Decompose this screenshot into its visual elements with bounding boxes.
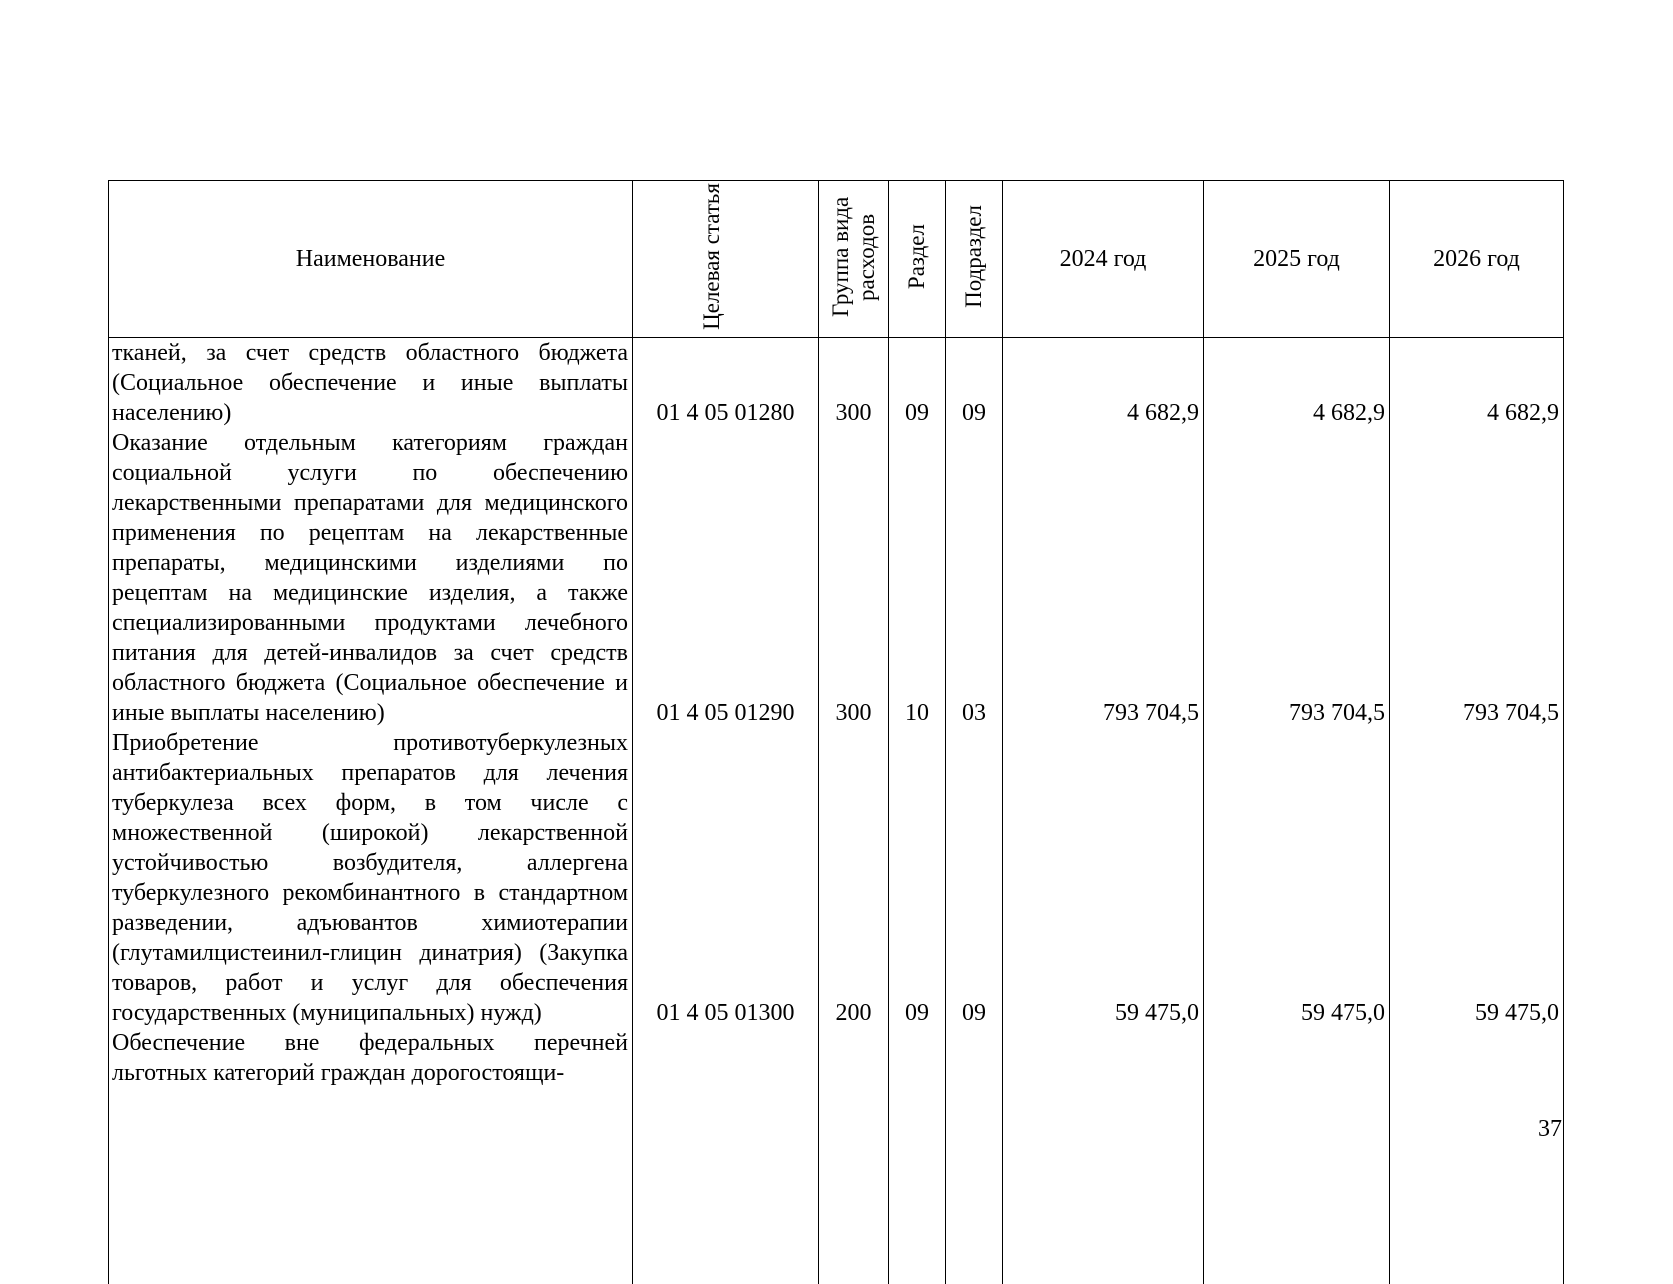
header-section: Раздел <box>889 181 946 338</box>
row-expense-group: 300 <box>819 698 888 728</box>
row-value-2026: 4 682,9 <box>1390 398 1563 428</box>
row-expense-group: 300 <box>819 398 888 428</box>
row-target-article: 01 4 05 01290 <box>633 698 818 728</box>
page-number: 37 <box>1538 1116 1562 1143</box>
row-name: Обеспечение вне федеральных перечней льготных категорий граждан дорогостоящи- <box>112 1028 628 1112</box>
row-value-2026: 59 475,0 <box>1390 998 1563 1028</box>
row-value-2025: 4 682,9 <box>1204 398 1389 428</box>
row-section: 09 <box>889 998 945 1028</box>
header-2026: 2026 год <box>1390 181 1564 338</box>
header-name: Наименование <box>109 181 633 338</box>
row-section: 09 <box>889 398 945 428</box>
target-article-column <box>633 338 819 1284</box>
row-section: 10 <box>889 698 945 728</box>
header-expense-group: Группа вида расходов <box>819 181 889 338</box>
name-column <box>109 338 633 1284</box>
year-2025-column <box>1204 338 1390 1284</box>
row-value-2026: 793 704,5 <box>1390 698 1563 728</box>
row-target-article: 01 4 05 01300 <box>633 998 818 1028</box>
row-value-2024: 59 475,0 <box>1003 998 1203 1028</box>
table-body-row <box>109 338 1564 1284</box>
row-value-2025: 793 704,5 <box>1204 698 1389 728</box>
row-name: Приобретение противотуберкулезных антибактериальных препаратов для лечения туберкулеза всех форм, в том числе с множественной (широкой) лекарственной устойчивостью возбудителя, аллергена туберкулезного рекомбинантного в стандартном разведении, адъювантов химиотерапии (глутамилцистеинил-глицин динатрия) (Закупка товаров, работ и услуг для обеспечения государственных (муниципальных) нужд) <box>112 728 628 1028</box>
subsection-column <box>946 338 1003 1284</box>
row-subsection: 09 <box>946 398 1002 428</box>
row-subsection: 03 <box>946 698 1002 728</box>
row-value-2025: 59 475,0 <box>1204 998 1389 1028</box>
row-name: Оказание отдельным категориям граждан социальной услуги по обеспечению лекарственными препаратами для медицинского применения по рецептам на лекарственные препараты, медицинскими изделиями по рецептам на медицинские изделия, а также специализированными продуктами лечебного питания для детей-инвалидов за счет средств областного бюджета (Социальное обеспечение и иные выплаты населению) <box>112 428 628 728</box>
row-subsection: 09 <box>946 998 1002 1028</box>
header-2025: 2025 год <box>1204 181 1390 338</box>
header-2024: 2024 год <box>1003 181 1204 338</box>
header-subsection: Подраздел <box>946 181 1003 338</box>
row-name: тканей, за счет средств областного бюджета (Социальное обеспечение и иные выплаты населению) <box>112 338 628 428</box>
row-value-2024: 793 704,5 <box>1003 698 1203 728</box>
header-target-article: Целевая статья <box>633 181 819 338</box>
year-2024-column <box>1003 338 1204 1284</box>
row-value-2024: 4 682,9 <box>1003 398 1203 428</box>
expense-group-column <box>819 338 889 1284</box>
section-column <box>889 338 946 1284</box>
budget-table <box>108 180 1564 1284</box>
row-target-article: 01 4 05 01280 <box>633 398 818 428</box>
row-expense-group: 200 <box>819 998 888 1028</box>
